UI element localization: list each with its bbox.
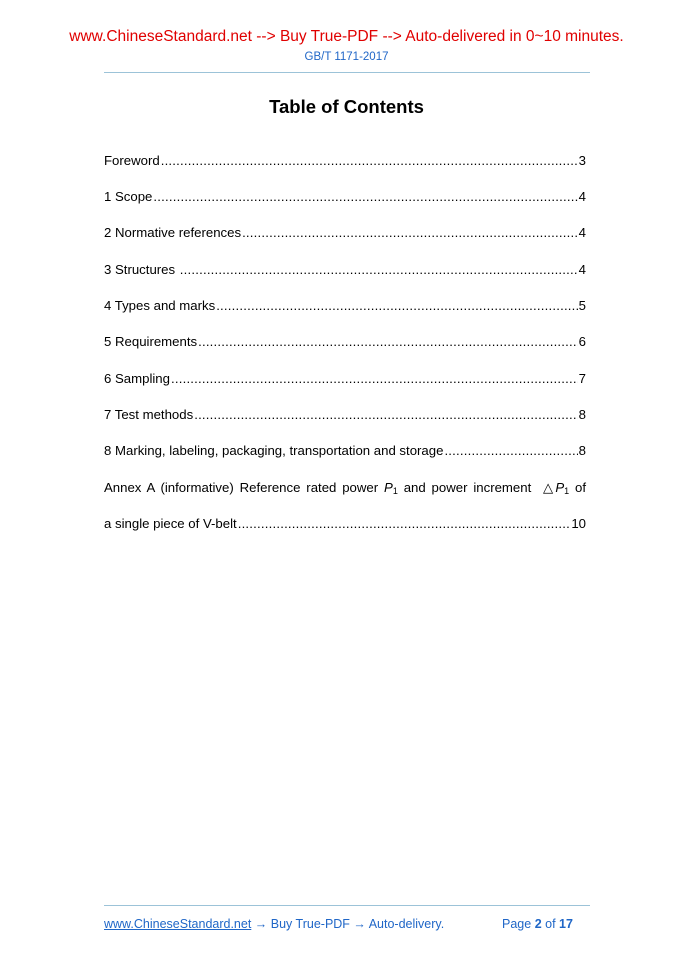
toc-entry-page: 4 xyxy=(578,189,586,204)
footer-divider xyxy=(104,905,590,906)
page-word: Page xyxy=(502,917,532,931)
footer-website-link[interactable]: www.ChineseStandard.net xyxy=(104,917,252,931)
toc-entry-page: 4 xyxy=(578,225,586,240)
toc-leader-dots xyxy=(444,443,577,458)
annex-sub-1: 1 xyxy=(392,486,398,496)
toc-entry-foreword[interactable] xyxy=(104,153,586,171)
toc-entry-page: 10 xyxy=(571,516,586,531)
standard-code: GB/T 1171-2017 xyxy=(304,51,389,63)
annex-var-p-increment: P xyxy=(555,480,565,495)
toc-entry-label: 4 Types and marks xyxy=(104,298,216,313)
annex-sub-1-increment: 1 xyxy=(564,486,570,496)
toc-entry-scope[interactable] xyxy=(104,189,586,207)
header-divider xyxy=(104,72,590,73)
toc-entry-label: 1 Scope xyxy=(104,189,153,204)
toc-leader-dots xyxy=(161,153,578,168)
toc-entry-page: 8 xyxy=(578,407,586,422)
toc-entry-test-methods[interactable] xyxy=(104,407,586,425)
toc-entry-label: 5 Requirements xyxy=(104,334,198,349)
toc-leader-dots xyxy=(198,334,578,349)
toc-entry-page: 3 xyxy=(578,153,586,168)
toc-leader-dots xyxy=(216,298,577,313)
toc-leader-dots xyxy=(180,262,578,277)
toc-entry-page: 7 xyxy=(578,371,586,386)
toc-entry-requirements[interactable] xyxy=(104,334,586,352)
annex-var-p: P xyxy=(384,480,393,495)
toc-entry-label: 6 Sampling xyxy=(104,371,170,386)
toc-entry-sampling[interactable] xyxy=(104,371,586,389)
toc-entry-label: 2 Normative references xyxy=(104,225,242,240)
page-current: 2 xyxy=(534,917,542,931)
annex-text-part3: of xyxy=(569,480,586,495)
page-total: 17 xyxy=(559,917,573,931)
toc-entry-annex-a-continued[interactable] xyxy=(104,516,586,534)
toc-entry-structures[interactable] xyxy=(104,262,586,280)
annex-text-part1: Annex A (informative) Reference rated power xyxy=(104,480,385,495)
toc-entry-page: 8 xyxy=(578,443,586,458)
page-indicator xyxy=(502,917,573,931)
annex-text-part2: and power increment △ xyxy=(397,480,556,495)
toc-entry-label: 3 Structures xyxy=(104,262,179,277)
toc-entry-types-and-marks[interactable] xyxy=(104,298,586,316)
toc-entry-label: 8 Marking, labeling, packaging, transportation and storage xyxy=(104,443,444,458)
toc-leader-dots xyxy=(153,189,577,204)
toc-leader-dots xyxy=(194,407,577,422)
toc-entry-label: 7 Test methods xyxy=(104,407,194,422)
top-banner-link[interactable]: www.ChineseStandard.net --> Buy True-PDF --> Auto-delivered in 0~10 minutes. xyxy=(69,28,624,45)
page-of: of xyxy=(545,917,556,931)
toc-entry-page: 4 xyxy=(578,262,586,277)
footer-purchase-text: → Buy True-PDF → Auto-delivery. xyxy=(251,917,445,931)
toc-entry-page: 5 xyxy=(578,298,586,313)
toc-entry-normative-references[interactable] xyxy=(104,225,586,243)
toc-leader-dots xyxy=(171,371,578,386)
toc-entry-annex-a[interactable] xyxy=(104,480,586,498)
toc-entry-page: 6 xyxy=(578,334,586,349)
footer-link-line xyxy=(104,917,444,931)
toc-title: Table of Contents xyxy=(269,96,424,117)
toc-leader-dots xyxy=(242,225,578,240)
toc-leader-dots xyxy=(238,516,571,531)
toc-entry-label: Foreword xyxy=(104,153,160,168)
toc-entry-marking-labeling[interactable] xyxy=(104,443,586,461)
toc-entry-label: a single piece of V-belt xyxy=(104,516,237,531)
